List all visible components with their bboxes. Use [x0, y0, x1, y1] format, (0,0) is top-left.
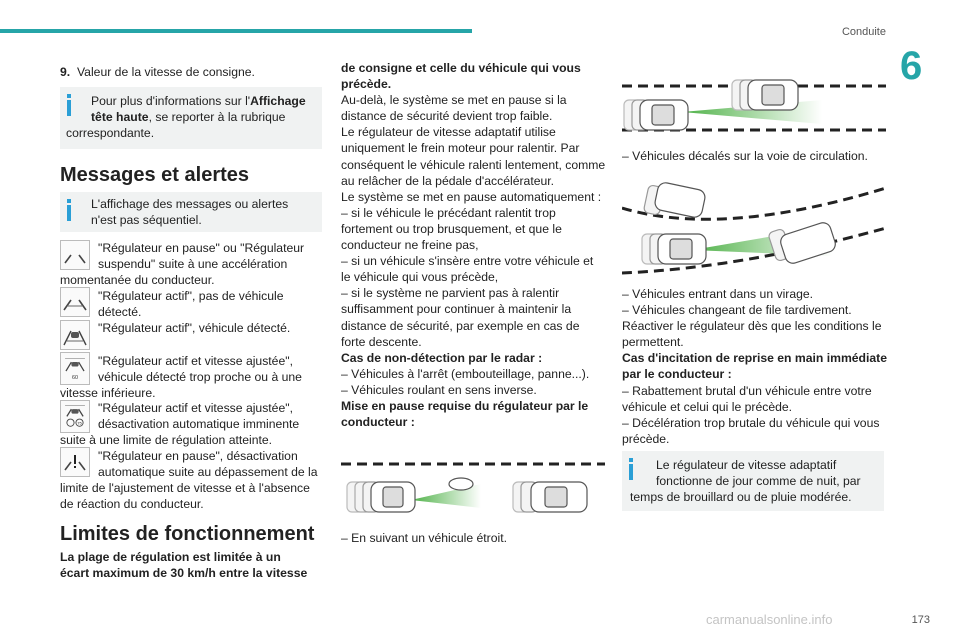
- message-3: "Régulateur actif", véhicule détecté.: [98, 321, 291, 335]
- col2-line: – si le véhicule le précédant ralentit trop: [341, 205, 556, 220]
- info-note-messages: L'affichage des messages ou alertes n'est pas séquentiel.: [60, 192, 322, 232]
- limites-intro: La plage de régulation est limitée à un écart maximum de 30 km/h entre la vitesse: [60, 550, 308, 581]
- col2-line: conséquent le véhicule ralenti lentement, comme: [341, 157, 606, 172]
- col3-line: Réactiver le régulateur dès que les conditions le: [622, 319, 882, 334]
- curve-car: [779, 221, 838, 266]
- col2-line: précède.: [341, 77, 392, 92]
- icon-speed-label-2: 75: [77, 420, 82, 426]
- item-9: 9. Valeur de la vitesse de consigne.: [60, 65, 255, 79]
- icon-speed-label: 60: [71, 375, 79, 381]
- message-6: "Régulateur en pause", désactivation automatique suite au dépassement de la limite de l'ajustement de vitesse et à l'absence de réaction du conducteur.: [60, 449, 318, 512]
- caption-narrow: – En suivant un véhicule étroit.: [341, 531, 507, 545]
- col2-line: – si un véhicule s'insère entre votre véhicule et: [341, 254, 594, 269]
- col2-line: le véhicule qui vous précède,: [341, 270, 499, 285]
- col3-text: [622, 286, 892, 447]
- section-title: Conduite: [841, 26, 886, 38]
- narrow-vehicle-illustration: [341, 448, 605, 528]
- col2-line: fortement ou trop brusquement, et que le: [341, 221, 562, 236]
- header-accent-bar: [0, 29, 472, 33]
- caption-offset: – Véhicules décalés sur la voie de circulation.: [622, 149, 868, 163]
- col3-line: – Décélération trop brutale du véhicule qui vous: [622, 415, 880, 430]
- col2-line: Mise en pause requise du régulateur par le: [341, 398, 589, 413]
- curve-vehicle-illustration: [622, 178, 886, 278]
- col2-line: – Véhicules à l'arrêt (embouteillage, panne...).: [341, 366, 590, 381]
- heading-messages: Messages et alertes: [60, 164, 250, 186]
- col2-line: Le régulateur de vitesse adaptatif utilise: [341, 125, 556, 140]
- col2-line: conducteur :: [341, 415, 415, 430]
- col3-line: – Rabattement brutal d'un véhicule entre votre: [622, 383, 872, 398]
- heading-limites: Limites de fonctionnement: [60, 523, 315, 545]
- col2-line: – Véhicules roulant en sens inverse.: [341, 382, 537, 397]
- message-2: "Régulateur actif", pas de véhicule détecté.: [98, 289, 284, 320]
- col2-line: Le système se met en pause automatiquement :: [341, 189, 602, 204]
- col2-line: distance de sécurité, par exemple en cas de: [341, 318, 580, 333]
- col2-line: distance de sécurité devient trop faible.: [341, 109, 553, 124]
- col2-line: Cas de non-détection par le radar :: [341, 350, 543, 365]
- info-icon: [629, 458, 633, 480]
- col2-line: uniquement le frein moteur pour ralentir. Par: [341, 141, 580, 156]
- col2-line: au relâcher de la pédale d'accélérateur.: [341, 173, 555, 188]
- col2-line: conducteur ne freine pas,: [341, 238, 479, 253]
- chapter-number: 6: [900, 44, 923, 88]
- col3-line: par le conducteur :: [622, 367, 732, 382]
- lane-change-car: [654, 181, 707, 218]
- col2-line: de consigne et celle du véhicule qui vous: [341, 61, 581, 75]
- col2-line: suffisamment pour continuer à maintenir la: [341, 302, 572, 317]
- col3-line: Cas d'incitation de reprise en main immédiate: [622, 351, 888, 366]
- col2-line: – si le système ne parvient pas à ralentir: [341, 286, 560, 301]
- info-icon: [67, 94, 71, 116]
- info-note-hud: Pour plus d'informations sur l'Affichage tête haute, se reporter à la rubrique correspondante.: [60, 87, 322, 149]
- col2-line: forte descente.: [341, 334, 422, 349]
- offset-vehicle-illustration: [622, 72, 886, 142]
- col3-line: véhicule et celui qui le précède.: [622, 399, 793, 414]
- col3-line: précède.: [622, 431, 670, 446]
- col3-line: – Véhicules entrant dans un virage.: [622, 287, 814, 301]
- col3-line: – Véhicules changeant de file tardivement.: [622, 303, 852, 318]
- message-5: "Régulateur actif et vitesse ajustée", désactivation automatique imminente suite à une limite de régulation atteinte.: [60, 401, 300, 448]
- motorcycle: [449, 478, 473, 490]
- message-4: "Régulateur actif et vitesse ajustée", véhicule détecté trop proche ou à une vitesse inférieure.: [60, 354, 302, 401]
- message-1: "Régulateur en pause" ou "Régulateur suspendu" suite à une accélération momentanée du conducteur.: [60, 241, 305, 288]
- col3-line: permettent.: [622, 335, 684, 350]
- info-note-night: Le régulateur de vitesse adaptatif fonctionne de jour comme de nuit, par temps de brouillard ou de pluie modérée.: [622, 451, 884, 511]
- page-number: 173: [911, 614, 930, 626]
- watermark: carmanualsonline.info: [706, 612, 833, 627]
- info-icon: [67, 199, 71, 221]
- col2-text: [341, 60, 611, 430]
- col2-line: Au-delà, le système se met en pause si la: [341, 93, 567, 108]
